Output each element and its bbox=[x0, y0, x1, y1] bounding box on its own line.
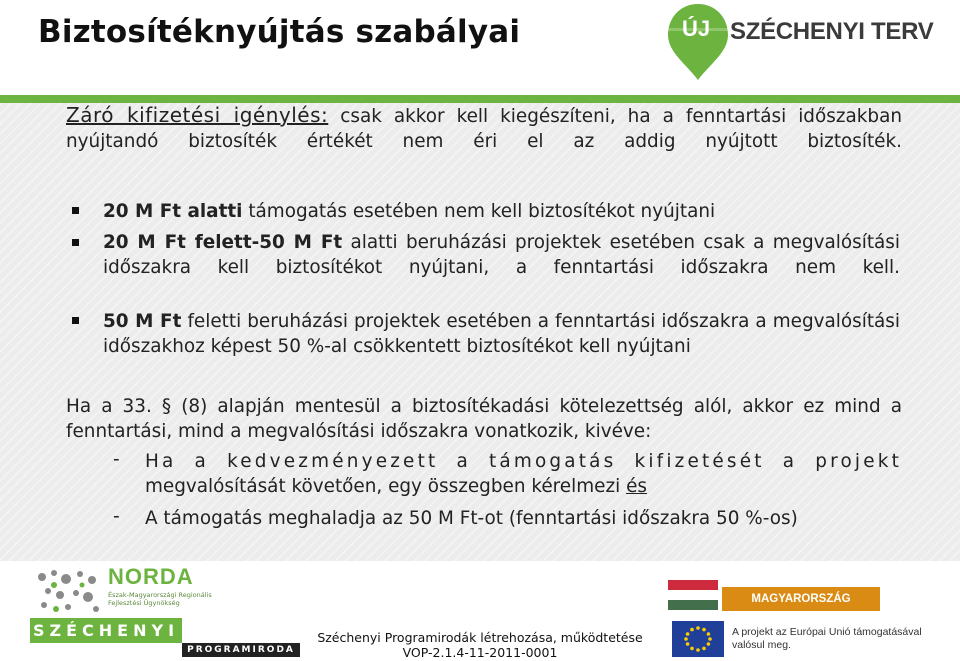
intro-paragraph bbox=[66, 103, 902, 154]
magyarorszag-megujul-badge: MAGYARORSZÁG MEGÚJUL bbox=[722, 587, 880, 611]
bullet-item bbox=[103, 199, 903, 224]
exemption-paragraph bbox=[66, 394, 902, 444]
slide-footer bbox=[0, 561, 960, 661]
footer-caption-line2: VOP-2.1.4-11-2011-0001 bbox=[402, 645, 558, 660]
bullet-text: alatti beruházási projektek esetében csak a megvalósítási időszakra kell biztosítékot nyújtani, a fenntartási időszakra nem kell. bbox=[103, 232, 900, 278]
szechenyi-terv-logo bbox=[664, 2, 934, 84]
szechenyi-bar: SZÉCHENYI bbox=[30, 618, 182, 643]
dash-item bbox=[145, 449, 902, 499]
slide-header bbox=[0, 0, 960, 95]
eu-flag-icon bbox=[672, 621, 724, 657]
dash-item-line2 bbox=[145, 474, 902, 499]
exemption-text: Ha a 33. § (8) alapján mentesül a biztosítékadási kötelezettség alól, akkor ez mind a fenntartási, mind a megvalósítási időszakra vonatkozik, kivéve: bbox=[66, 396, 902, 442]
dash-item-underlined: és bbox=[626, 476, 647, 497]
slide-title: Biztosítéknyújtás szabályai bbox=[38, 14, 521, 50]
header-divider-band bbox=[0, 95, 960, 103]
programiroda-bar: PROGRAMIRODA bbox=[182, 643, 300, 657]
dash-marker: - bbox=[113, 449, 120, 470]
footer-caption bbox=[300, 630, 660, 660]
intro-label: Záró kifizetési igénylés: bbox=[66, 103, 329, 127]
bullet-text: feletti beruházási projektek esetében a fenntartási időszakra a megvalósítási időszakhoz képest 50 %-al csökkentett biztosítékot kell nyújtani bbox=[103, 311, 900, 357]
norda-logo-text: NORDA bbox=[108, 564, 194, 589]
norda-mark-icon bbox=[32, 565, 104, 617]
eu-support-text: A projekt az Európai Unió támogatásával valósul meg. bbox=[732, 626, 922, 651]
bullet-bold: 50 M Ft bbox=[103, 311, 182, 332]
dash-item-spaced-line: Ha a kedvezményezett a támogatás kifizetését a projekt bbox=[145, 451, 902, 472]
bullet-square-icon bbox=[72, 207, 79, 214]
bullet-bold: 20 M Ft alatti bbox=[103, 201, 243, 222]
location-pin-icon bbox=[666, 2, 730, 82]
szechenyi-terv-text: SZÉCHENYI TERV bbox=[730, 18, 934, 45]
bullet-square-icon bbox=[72, 239, 79, 246]
bullet-item bbox=[103, 309, 900, 359]
bullet-text: támogatás esetében nem kell biztosítékot nyújtani bbox=[242, 201, 716, 222]
dash-item-text: megvalósítását követően, egy összegben kérelmezi bbox=[145, 476, 627, 497]
slide-content bbox=[0, 103, 960, 561]
uj-badge-text: ÚJ bbox=[681, 16, 711, 41]
dash-item bbox=[145, 506, 902, 531]
bullet-bold: 20 M Ft felett-50 M Ft bbox=[103, 232, 343, 253]
footer-caption-line1: Széchenyi Programirodák létrehozása, működtetése bbox=[317, 630, 643, 645]
bullet-item bbox=[103, 230, 900, 280]
dash-marker: - bbox=[113, 506, 120, 527]
hungarian-flag-icon bbox=[668, 580, 718, 610]
bullet-square-icon bbox=[72, 317, 79, 324]
dash-item-text: A támogatás meghaladja az 50 M Ft-ot (fenntartási időszakra 50 %-os) bbox=[145, 508, 798, 529]
intro-text: csak akkor kell kiegészíteni, ha a fenntartási időszakban nyújtandó biztosíték értékét nem éri el az addig nyújtott biztosíték. bbox=[66, 106, 902, 152]
norda-subtitle: Észak-Magyarországi Regionális Fejlesztési Ügynökség bbox=[108, 591, 212, 607]
